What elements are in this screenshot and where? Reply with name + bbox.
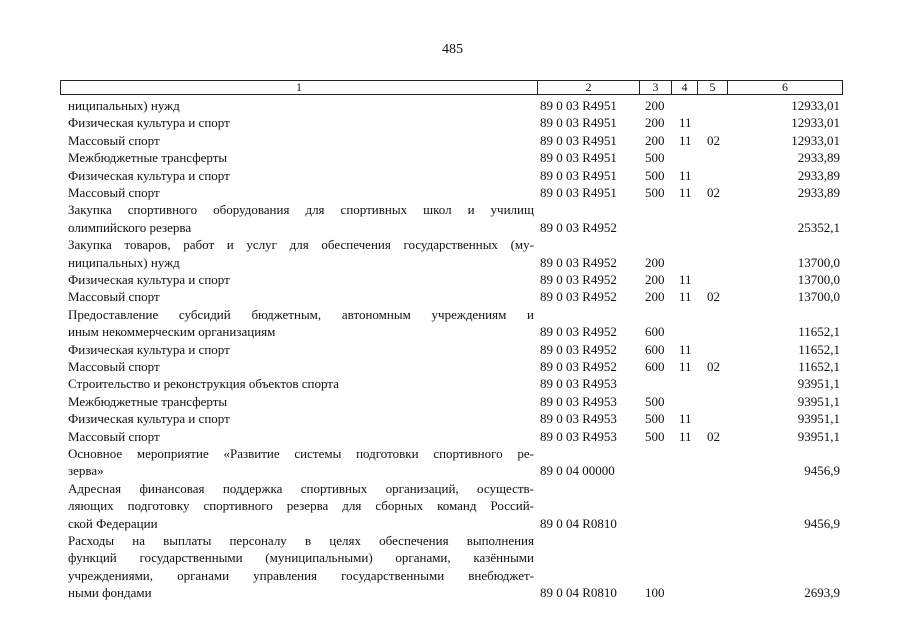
row-description [68, 306, 534, 341]
row-expense-type: 600 [645, 341, 665, 357]
row-code: 89 0 03 R4951 [540, 98, 617, 113]
row-subsection: 02 [707, 289, 720, 305]
table-row [0, 341, 905, 358]
table-row [0, 201, 905, 236]
description-line: ниципальных) нужд [68, 254, 180, 270]
row-code: 89 0 03 R4953 [540, 428, 617, 444]
row-section: 11 [679, 167, 692, 183]
table-row [0, 271, 905, 288]
header-col-6: 6 [727, 81, 842, 94]
header-col-4: 4 [671, 81, 697, 94]
row-amount: 93951,1 [797, 376, 840, 392]
table-row [0, 288, 905, 305]
row-code: 89 0 03 R4951 [540, 185, 617, 200]
table-row [0, 184, 905, 201]
row-amount: 13700,0 [797, 289, 840, 305]
row-description [68, 132, 534, 149]
row-code: 89 0 03 R4951 [540, 115, 617, 131]
table-row [0, 480, 905, 532]
row-section: 11 [679, 428, 692, 444]
description-line: Физическая культура и спорт [68, 341, 230, 357]
row-section: 11 [679, 289, 692, 305]
row-amount: 13700,0 [797, 254, 840, 270]
row-subsection: 02 [707, 428, 720, 444]
row-expense-type: 500 [645, 167, 665, 183]
row-code: 89 0 03 R4952 [540, 341, 617, 357]
row-amount: 2933,89 [797, 185, 840, 200]
row-amount: 2933,89 [797, 150, 840, 166]
row-description [68, 480, 534, 532]
description-line: зерва» [68, 463, 104, 479]
row-description [68, 236, 534, 271]
description-line: Массовый спорт [68, 428, 160, 444]
row-amount: 11652,1 [798, 359, 840, 374]
table-row [0, 236, 905, 271]
row-expense-type: 500 [645, 411, 665, 427]
row-code: 89 0 03 R4952 [540, 254, 617, 270]
description-line: ниципальных) нужд [68, 98, 180, 113]
description-line: Массовый спорт [68, 359, 160, 374]
row-expense-type: 500 [645, 428, 665, 444]
row-code: 89 0 03 R4953 [540, 376, 617, 392]
description-line: Межбюджетные трансферты [68, 393, 228, 409]
row-description [68, 288, 534, 305]
row-amount: 12933,01 [791, 98, 840, 113]
table-row [0, 167, 905, 184]
table-row [0, 445, 905, 480]
row-section: 11 [679, 341, 692, 357]
row-description [68, 271, 534, 288]
description-line: ской Федерации [68, 515, 158, 531]
table-row [0, 132, 905, 149]
row-section: 11 [679, 359, 692, 374]
description-line: Физическая культура и спорт [68, 411, 230, 427]
row-code: 89 0 03 R4952 [540, 324, 617, 340]
row-expense-type: 200 [645, 289, 665, 305]
description-line: Массовый спорт [68, 185, 160, 200]
row-amount: 11652,1 [798, 341, 840, 357]
row-description [68, 201, 534, 236]
row-expense-type: 200 [645, 132, 665, 148]
row-code: 89 0 03 R4952 [540, 219, 617, 235]
row-code: 89 0 03 R4952 [540, 272, 617, 287]
row-subsection: 02 [707, 185, 720, 200]
description-line: Межбюджетные трансферты [68, 150, 228, 166]
row-description [68, 341, 534, 358]
row-amount: 11652,1 [798, 324, 840, 340]
row-section: 11 [679, 185, 692, 200]
description-line: Массовый спорт [68, 289, 160, 305]
table-row [0, 149, 905, 166]
description-line: Предоставление субсидий бюджетным, автономным учреждениям и [68, 306, 534, 322]
description-line: Расходы на выплаты персоналу в целях обеспечения выполнения [68, 533, 534, 548]
row-description [68, 393, 534, 410]
description-line: Физическая культура и спорт [68, 115, 230, 131]
row-amount: 12933,01 [791, 115, 840, 131]
description-line: Физическая культура и спорт [68, 272, 230, 287]
row-code: 89 0 03 R4953 [540, 393, 617, 409]
description-line: Массовый спорт [68, 132, 160, 148]
row-expense-type: 200 [645, 115, 665, 131]
row-amount: 2693,9 [804, 585, 840, 601]
row-description [68, 428, 534, 445]
row-description [68, 114, 534, 131]
description-line: Физическая культура и спорт [68, 167, 230, 183]
row-code: 89 0 03 R4951 [540, 167, 617, 183]
row-section: 11 [679, 272, 692, 287]
row-expense-type: 200 [645, 98, 665, 113]
table-row [0, 428, 905, 445]
row-description [68, 445, 534, 480]
description-line: ными фондами [68, 585, 152, 601]
row-expense-type: 200 [645, 272, 665, 287]
header-col-5: 5 [697, 81, 727, 94]
row-code: 89 0 04 R0810 [540, 585, 617, 601]
table-row [0, 97, 905, 114]
table-row [0, 358, 905, 375]
table-row [0, 306, 905, 341]
row-description [68, 149, 534, 166]
row-description [68, 97, 534, 114]
page-number: 485 [442, 42, 463, 57]
row-description [68, 167, 534, 184]
row-subsection: 02 [707, 132, 720, 148]
row-code: 89 0 03 R4952 [540, 359, 617, 374]
description-line: Строительство и реконструкция объектов спорта [68, 376, 339, 392]
row-amount: 12933,01 [791, 132, 840, 148]
row-code: 89 0 03 R4951 [540, 150, 617, 166]
row-code: 89 0 03 R4952 [540, 289, 617, 305]
row-description [68, 375, 534, 392]
table-row [0, 393, 905, 410]
row-description [68, 410, 534, 427]
row-expense-type: 500 [645, 150, 665, 166]
row-amount: 93951,1 [797, 393, 840, 409]
description-line: олимпийского резерва [68, 219, 192, 235]
table-row [0, 114, 905, 131]
header-col-2: 2 [537, 81, 639, 94]
row-amount: 9456,9 [804, 515, 840, 531]
description-line: Адресная финансовая поддержка спортивных организаций, осуществ- [68, 480, 534, 496]
row-section: 11 [679, 132, 692, 148]
header-col-1: 1 [296, 80, 302, 94]
table-row [0, 410, 905, 427]
row-amount: 93951,1 [797, 411, 840, 427]
row-expense-type: 500 [645, 185, 665, 200]
description-line: иным некоммерческим организациям [68, 324, 276, 340]
row-code: 89 0 03 R4953 [540, 411, 617, 427]
header-col-3: 3 [639, 81, 671, 94]
description-line: Закупка товаров, работ и услуг для обеспечения государственных (му- [68, 237, 534, 253]
row-subsection: 02 [707, 359, 720, 374]
table-row [0, 375, 905, 392]
description-line: Основное мероприятие «Развитие системы подготовки спортивного ре- [68, 446, 534, 461]
row-amount: 93951,1 [797, 428, 840, 444]
row-expense-type: 100 [645, 585, 665, 601]
row-amount: 2933,89 [797, 167, 840, 183]
row-code: 89 0 04 00000 [540, 463, 615, 479]
row-description [68, 532, 534, 602]
row-code: 89 0 03 R4951 [540, 132, 617, 148]
description-line: Закупка спортивного оборудования для спортивных школ и училищ [68, 202, 534, 218]
row-description [68, 184, 534, 201]
row-expense-type: 600 [645, 359, 665, 374]
row-expense-type: 500 [645, 393, 665, 409]
row-amount: 13700,0 [797, 272, 840, 287]
row-section: 11 [679, 115, 692, 131]
row-expense-type: 200 [645, 254, 665, 270]
description-line: функций государственными (муниципальными) органами, казёнными [68, 550, 534, 566]
row-amount: 9456,9 [804, 463, 840, 479]
row-section: 11 [679, 411, 692, 427]
row-description [68, 358, 534, 375]
row-amount: 25352,1 [797, 219, 840, 235]
row-code: 89 0 04 R0810 [540, 515, 617, 531]
description-line: ляющих подготовку спортивного резерва для сборных команд Россий- [68, 498, 534, 514]
row-expense-type: 600 [645, 324, 665, 340]
description-line: учреждениями, органами управления государственными внебюджет- [68, 567, 534, 583]
table-row [0, 532, 905, 602]
table-header [60, 80, 843, 95]
